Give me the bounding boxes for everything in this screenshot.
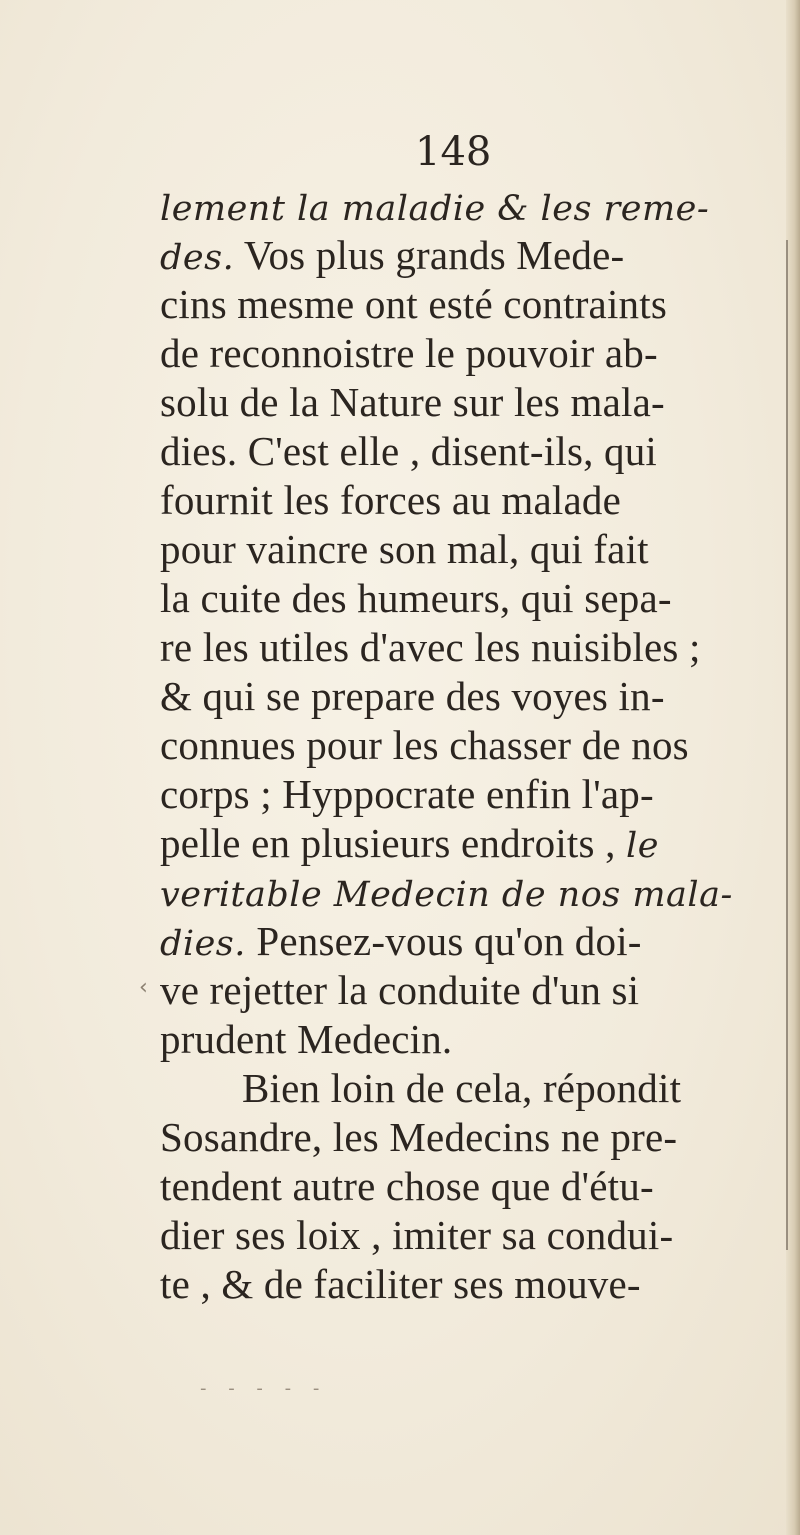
italic-text: lement la maladie & les reme- (160, 189, 710, 229)
text-line (160, 868, 800, 917)
roman-text: Sosandre, les Medecins ne pre- (160, 1114, 678, 1160)
roman-text: dier ses loix , imiter sa condui- (160, 1212, 674, 1258)
text-line (160, 525, 800, 574)
roman-text: re les utiles d'avec les nuisibles ; (160, 624, 701, 670)
text-line (160, 917, 800, 966)
roman-text: fournit les forces au malade (160, 477, 621, 523)
text-line (160, 378, 800, 427)
roman-text: ve rejetter la conduite d'un si (160, 967, 640, 1013)
text-line (160, 1113, 800, 1162)
roman-text: Vos plus grands Mede- (234, 232, 625, 278)
italic-text: veritable Medecin de nos mala- (160, 875, 733, 915)
roman-text: cins mesme ont esté contraints (160, 281, 667, 327)
text-line (160, 476, 800, 525)
margin-mark-icon: ‹ (139, 975, 148, 1000)
italic-text: le (626, 826, 659, 866)
roman-text: Bien loin de cela, répondit (242, 1065, 682, 1111)
text-line (160, 574, 800, 623)
roman-text: pelle en plusieurs endroits , (160, 820, 627, 866)
text-line (160, 427, 800, 476)
text-line (160, 721, 800, 770)
text-line (160, 770, 800, 819)
roman-text: la cuite des humeurs, qui sepa- (160, 575, 672, 621)
roman-text: dies. C'est elle , disent-ils, qui (160, 428, 658, 474)
body-text (160, 182, 800, 1309)
text-line (160, 1015, 800, 1064)
text-line (160, 672, 800, 721)
roman-text: Pensez-vous qu'on doi- (245, 918, 642, 964)
roman-text: connues pour les chasser de nos (160, 722, 689, 768)
text-line (160, 819, 800, 868)
bleed-through-marks-icon: ‐ ‐ ‐ ‐ ‐ (200, 1378, 328, 1399)
page-number: 148 (415, 129, 492, 175)
text-line (160, 1211, 800, 1260)
roman-text: prudent Medecin. (160, 1016, 453, 1062)
italic-text: des. (160, 238, 235, 278)
text-line (160, 623, 800, 672)
text-line (160, 966, 800, 1015)
roman-text: corps ; Hyppocrate enfin l'ap- (160, 771, 654, 817)
italic-text: dies. (160, 924, 246, 964)
roman-text: solu de la Nature sur les mala- (160, 379, 665, 425)
roman-text: te , & de faciliter ses mouve- (160, 1261, 641, 1307)
roman-text: pour vaincre son mal, qui fait (160, 526, 649, 572)
text-line (160, 231, 800, 280)
text-line (160, 280, 800, 329)
roman-text: tendent autre chose que d'étu- (160, 1163, 654, 1209)
roman-text: & qui se prepare des voyes in- (160, 673, 665, 719)
roman-text: de reconnoistre le pouvoir ab- (160, 330, 658, 376)
text-line (160, 1260, 800, 1309)
text-line (160, 329, 800, 378)
text-line (160, 1162, 800, 1211)
text-line (160, 1064, 800, 1113)
text-line (160, 182, 800, 231)
